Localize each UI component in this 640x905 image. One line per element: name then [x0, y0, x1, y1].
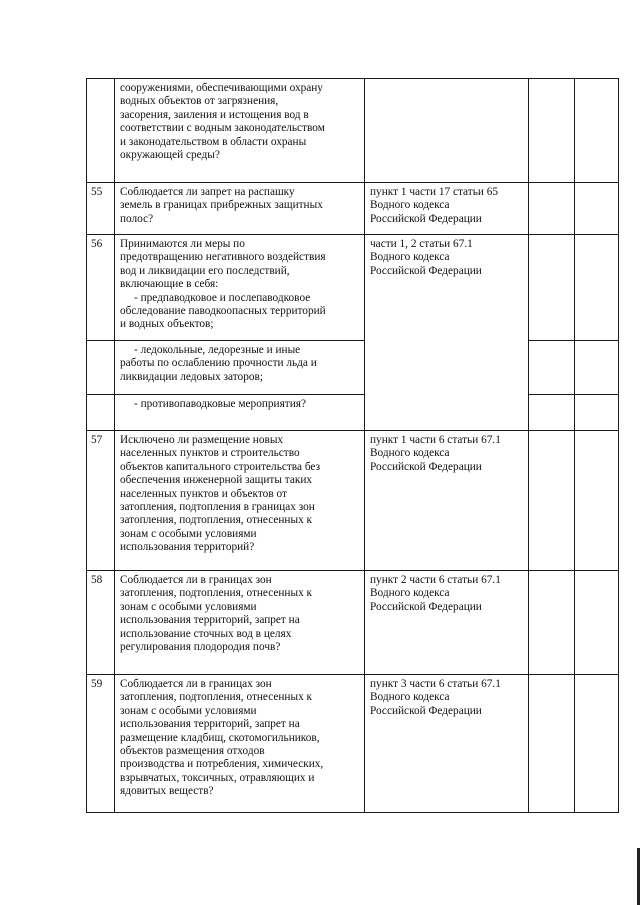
text-line: зонам с особыми условиями [120, 527, 257, 540]
answer-cell-yes[interactable] [529, 395, 575, 431]
text-line: Исключено ли размещение новых [120, 434, 284, 446]
answer-cell-no[interactable] [575, 571, 619, 675]
legal-reference-cell [365, 675, 529, 813]
text-line: использования территорий, запрет на [120, 614, 300, 627]
checklist-table [86, 78, 619, 813]
table-row [87, 675, 619, 813]
text-line: полос? [120, 212, 154, 225]
question-cell [115, 235, 365, 341]
text-line: использование сточных вод в целях [120, 627, 292, 640]
text-line: затопления, подтопления, отнесенных к [120, 691, 313, 704]
answer-cell-yes[interactable] [529, 341, 575, 395]
table-subrow [87, 395, 619, 431]
answer-cell-no[interactable] [575, 395, 619, 431]
text-line: объектов размещения отходов [120, 745, 265, 758]
text-line: ликвидации ледовых заторов; [120, 370, 263, 383]
text-line: взрывчатых, токсичных, отравляющих и [120, 771, 315, 784]
text-line: Российской Федерации [370, 460, 482, 473]
text-line: окружающей среды? [120, 149, 220, 162]
question-cell [115, 79, 365, 183]
text-line: Российской Федерации [370, 600, 482, 613]
text-line: ядовитых веществ? [120, 785, 214, 798]
text-line: Российской Федерации [370, 212, 482, 225]
text-line: регулирования плодородия почв? [120, 641, 281, 654]
text-line: засорения, заиления и истощения вод в [120, 108, 309, 121]
answer-cell-no[interactable] [575, 235, 619, 341]
question-cell [115, 183, 365, 235]
answer-cell-no[interactable] [575, 79, 619, 183]
legal-reference-cell [365, 431, 529, 571]
row-number-empty [87, 341, 115, 395]
text-line: населенных пунктов и строительство [120, 447, 300, 460]
answer-cell-no[interactable] [575, 183, 619, 235]
text-line: Водного кодекса [370, 199, 450, 212]
text-line: сооружениями, обеспечивающими охрану [120, 82, 323, 94]
text-line: пункт 2 части 6 статьи 67.1 [370, 574, 501, 586]
table-subrow [87, 341, 619, 395]
question-subitem-cell [115, 341, 365, 395]
text-line: обследование паводкоопасных территорий [120, 305, 326, 318]
legal-reference-cell [365, 571, 529, 675]
answer-cell-no[interactable] [575, 675, 619, 813]
question-cell [115, 431, 365, 571]
text-line: Водного кодекса [370, 691, 450, 704]
text-line: части 1, 2 статьи 67.1 [370, 238, 473, 250]
answer-cell-yes[interactable] [529, 675, 575, 813]
text-line: и водных объектов; [120, 318, 214, 331]
table-row [87, 79, 619, 183]
text-line: затопления, подтопления, отнесенных к [120, 514, 313, 527]
text-line: Российской Федерации [370, 704, 482, 717]
text-line: земель в границах прибрежных защитных [120, 199, 323, 212]
row-number: 55 [87, 183, 115, 235]
text-line: - противопаводковые мероприятия? [134, 398, 306, 410]
text-line: Соблюдается ли в границах зон [120, 678, 272, 690]
question-cell [115, 675, 365, 813]
text-line: водных объектов от загрязнения, [120, 95, 279, 108]
answer-cell-yes[interactable] [529, 571, 575, 675]
text-line: - ледокольные, ледорезные и иные [134, 344, 301, 356]
row-number: 57 [87, 431, 115, 571]
text-line: включающие в себя: [120, 278, 219, 291]
row-number: 59 [87, 675, 115, 813]
text-line: Водного кодекса [370, 587, 450, 600]
row-number-empty [87, 395, 115, 431]
text-line: работы по ослаблению прочности льда и [120, 357, 317, 370]
text-line: затопления, подтопления в границах зон [120, 501, 315, 514]
text-line: Российской Федерации [370, 264, 482, 277]
row-number: 56 [87, 235, 115, 341]
answer-cell-yes[interactable] [529, 235, 575, 341]
text-line: Водного кодекса [370, 447, 450, 460]
question-subitem-cell [115, 395, 365, 431]
text-line: пункт 3 части 6 статьи 67.1 [370, 678, 501, 690]
legal-reference-cell [365, 235, 529, 431]
text-line: Принимаются ли меры по [120, 238, 245, 250]
text-line: населенных пунктов и объектов от [120, 487, 287, 500]
text-line: производства и потребления, химических, [120, 758, 324, 771]
text-line: размещение кладбищ, скотомогильников, [120, 731, 320, 744]
text-line: Водного кодекса [370, 251, 450, 264]
table-row [87, 235, 619, 341]
answer-cell-no[interactable] [575, 341, 619, 395]
text-line: затопления, подтопления, отнесенных к [120, 587, 313, 600]
answer-cell-yes[interactable] [529, 431, 575, 571]
text-line: и законодательством в области охраны [120, 135, 307, 148]
checklist-table-body [87, 79, 619, 813]
legal-reference-cell [365, 183, 529, 235]
text-line: объектов капитального строительства без [120, 460, 321, 473]
table-row [87, 571, 619, 675]
question-cell [115, 571, 365, 675]
legal-reference-cell [365, 79, 529, 183]
table-row [87, 183, 619, 235]
text-line: вод и ликвидации его последствий, [120, 264, 290, 277]
text-line: зонам с особыми условиями [120, 600, 257, 613]
text-line: использования территорий? [120, 541, 255, 554]
text-line: пункт 1 части 6 статьи 67.1 [370, 434, 501, 446]
text-line: зонам с особыми условиями [120, 704, 257, 717]
text-line: соответствии с водным законодательством [120, 122, 325, 135]
answer-cell-no[interactable] [575, 431, 619, 571]
answer-cell-yes[interactable] [529, 183, 575, 235]
text-line: обеспечения инженерной защиты таких [120, 474, 313, 487]
answer-cell-yes[interactable] [529, 79, 575, 183]
text-line: Соблюдается ли в границах зон [120, 574, 272, 586]
text-line: пункт 1 части 17 статьи 65 [370, 186, 499, 198]
table-row [87, 431, 619, 571]
row-number [87, 79, 115, 183]
text-line: использования территорий, запрет на [120, 718, 300, 731]
text-line: - предпаводковое и послепаводковое [134, 291, 311, 304]
text-line: предотвращению негативного воздействия [120, 251, 326, 264]
text-line: Соблюдается ли запрет на распашку [120, 186, 295, 198]
row-number: 58 [87, 571, 115, 675]
